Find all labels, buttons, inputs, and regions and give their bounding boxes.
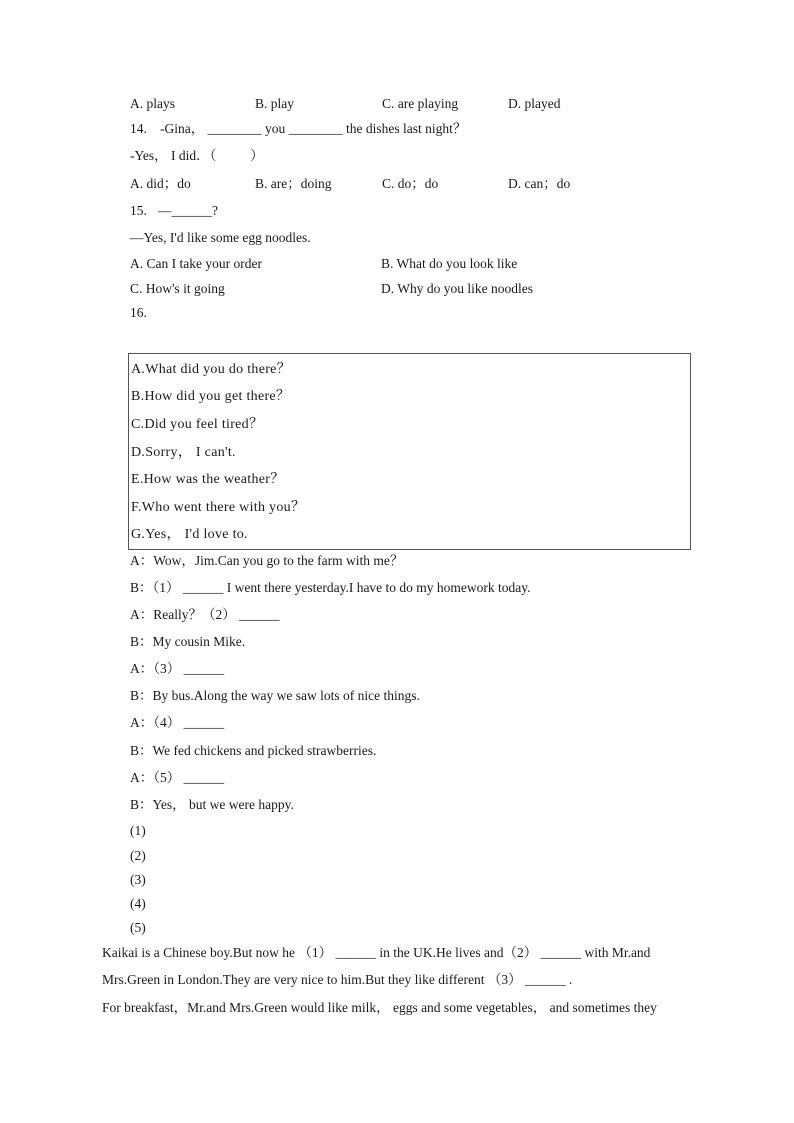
answer-label: (5) (130, 920, 146, 935)
q16-box-option-c: C.Did you feel tired？ (131, 417, 264, 432)
dialogue-line: A：（5） ______ (130, 770, 225, 785)
dialogue-line: B：My cousin Mike. (130, 634, 246, 649)
q13-option-a: A. plays (130, 96, 175, 111)
q16-number: 16. (130, 305, 147, 320)
q16-options-box (128, 353, 691, 550)
q14-option-a: A. did；do (130, 176, 191, 191)
q16-box-option-a: A.What did you do there？ (131, 362, 291, 377)
q15-option-a: A. Can I take your order (130, 256, 262, 271)
q14-answer-line: -Yes， I did．（ ） (130, 148, 264, 163)
q15-number: 15. (130, 203, 147, 218)
dialogue-line: A：Wow，Jim.Can you go to the farm with me？ (130, 553, 404, 568)
dialogue-line: B：Yes， but we were happy. (130, 797, 294, 812)
dialogue-line: B：By bus.Along the way we saw lots of nice things. (130, 688, 420, 703)
passage-line: For breakfast，Mr.and Mrs.Green would like milk， eggs and some vegetables， and sometimes they (102, 1000, 657, 1015)
dialogue-line: A：Really？（2） ______ (130, 607, 280, 622)
q16-box-option-b: B.How did you get there？ (131, 389, 291, 404)
answer-label: (2) (130, 848, 146, 863)
q14-option-c: C. do；do (382, 176, 439, 191)
q14-number: 14. (130, 121, 147, 136)
q15-option-c: C. How's it going (130, 281, 225, 296)
answer-label: (4) (130, 896, 146, 911)
q15-option-d: D. Why do you like noodles (381, 281, 533, 296)
answer-label: (3) (130, 872, 146, 887)
q16-box-option-f: F.Who went there with you？ (131, 500, 306, 515)
q16-box-option-e: E.How was the weather？ (131, 472, 285, 487)
dialogue-line: A：（3） ______ (130, 661, 225, 676)
q13-option-b: B. play (255, 96, 294, 111)
q14-option-b: B. are；doing (255, 176, 332, 191)
q15-option-b: B. What do you look like (381, 256, 518, 271)
q16-box-option-g: G.Yes， I'd love to. (131, 527, 248, 542)
q15-stem: —______? (158, 203, 218, 218)
passage-line: Mrs.Green in London.They are very nice to him.But they like different （3） ______ . (102, 972, 573, 987)
answer-label: (1) (130, 823, 146, 838)
passage-line: Kaikai is a Chinese boy.But now he （1） ______ in the UK.He lives and（2） ______ with Mr.and (102, 945, 651, 960)
q14-stem: -Gina， ________ you ________ the dishes last night？ (160, 121, 467, 136)
q16-box-option-d: D.Sorry， I can't. (131, 445, 236, 460)
dialogue-line: B：We fed chickens and picked strawberries. (130, 743, 377, 758)
dialogue-line: A：（4） ______ (130, 715, 225, 730)
dialogue-line: B：（1） ______ I went there yesterday.I have to do my homework today. (130, 580, 531, 595)
q13-option-d: D. played (508, 96, 561, 111)
q13-option-c: C. are playing (382, 96, 459, 111)
q14-option-d: D. can；do (508, 176, 571, 191)
q15-answer-line: —Yes, I'd like some egg noodles. (130, 230, 311, 245)
